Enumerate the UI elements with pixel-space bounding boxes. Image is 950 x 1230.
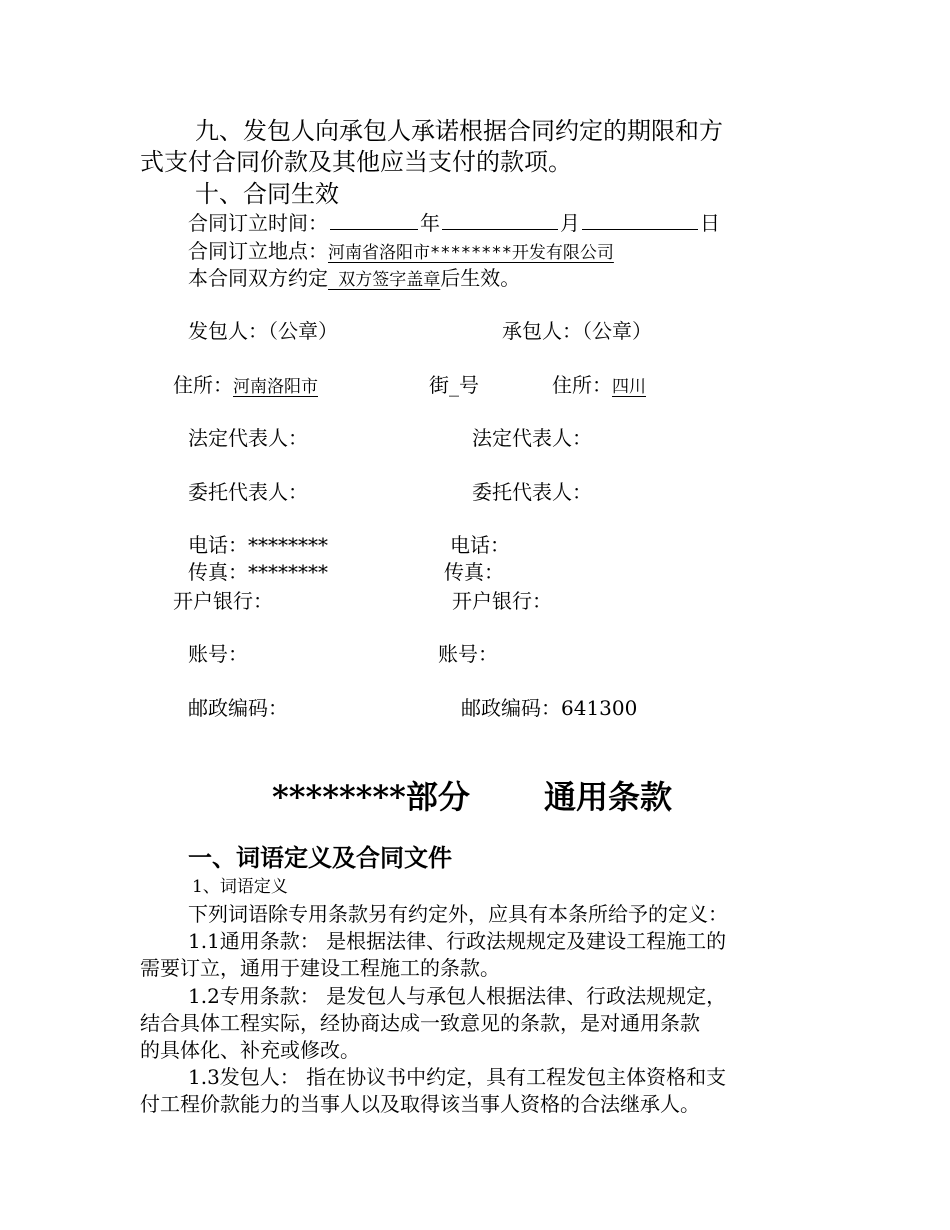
clause10-heading: 十、合同生效	[195, 180, 339, 208]
def3-line1: 1.3发包人： 指在协议书中约定，具有工程发包主体资格和支	[188, 1065, 727, 1089]
agent-rep-right: 委托代表人：	[472, 480, 592, 504]
clause9-line1: 九、发包人向承包人承诺根据合同约定的期限和方	[195, 117, 723, 145]
sign-time-row	[188, 210, 720, 237]
def2-line1: 1.2专用条款： 是发包人与承包人根据法律、行政法规规定，	[188, 984, 727, 1008]
legal-rep-left: 法定代表人：	[188, 426, 308, 450]
account-left: 账号：	[188, 642, 248, 666]
contractor-address-label: 住所：	[552, 373, 612, 397]
contractor-seal-label: 承包人：（公章）	[502, 319, 652, 343]
bank-left: 开户银行：	[173, 589, 273, 613]
employer-address-label: 住所：	[173, 373, 233, 397]
def1-line2: 需要订立，通用于建设工程施工的条款。	[140, 956, 500, 980]
day-label: 日	[700, 211, 720, 235]
employer-seal-label: 发包人：（公章）	[188, 319, 338, 343]
part-title-right: 通用条款	[544, 778, 673, 816]
employer-address-value: 河南洛阳市	[233, 377, 318, 397]
def1-line1: 1.1通用条款： 是根据法律、行政法规规定及建设工程施工的	[188, 929, 727, 953]
sign-place-row	[188, 238, 614, 267]
part-title-left: ********部分	[272, 778, 470, 816]
contractor-address-row	[552, 372, 646, 401]
employer-address-row	[173, 372, 479, 401]
def3-line2: 付工程价款能力的当事人以及取得该当事人资格的合法继承人。	[140, 1092, 700, 1116]
year-label: 年	[420, 211, 440, 235]
fax-left: 传真：********	[188, 560, 328, 584]
legal-rep-right: 法定代表人：	[472, 426, 592, 450]
year-blank	[330, 211, 418, 230]
month-blank	[442, 211, 558, 230]
section1-subheading: 1、词语定义	[192, 877, 288, 897]
postal-right: 邮政编码：641300	[461, 696, 638, 720]
def2-line2: 结合具体工程实际，经协商达成一致意见的条款，是对通用条款	[140, 1011, 700, 1035]
agent-rep-left: 委托代表人：	[188, 480, 308, 504]
effect-suffix: 后生效。	[440, 266, 521, 290]
def2-line3: 的具体化、补充或修改。	[140, 1038, 360, 1062]
effect-prefix: 本合同双方约定	[188, 266, 328, 290]
effect-row	[188, 265, 520, 294]
phone-left: 电话：********	[188, 533, 328, 557]
fax-right: 传真：	[444, 560, 504, 584]
section1-heading: 一、词语定义及合同文件	[188, 843, 452, 872]
sign-place-label: 合同订立地点：	[188, 239, 328, 263]
sign-time-label: 合同订立时间：	[188, 211, 328, 235]
sign-place-value: 河南省洛阳市********开发有限公司	[328, 243, 614, 263]
definitions-intro: 下列词语除专用条款另有约定外，应具有本条所给予的定义：	[188, 902, 728, 926]
account-right: 账号：	[438, 642, 498, 666]
clause9-line2: 式支付合同价款及其他应当支付的款项。	[140, 148, 572, 176]
street-label: 街_号	[429, 373, 479, 397]
bank-right: 开户银行：	[452, 589, 552, 613]
postal-left: 邮政编码：	[188, 696, 288, 720]
phone-right: 电话：	[450, 533, 510, 557]
effect-value: 双方签字盖章	[328, 270, 441, 290]
contractor-address-value: 四川	[612, 377, 646, 397]
day-blank	[582, 211, 698, 230]
month-label: 月	[560, 211, 580, 235]
